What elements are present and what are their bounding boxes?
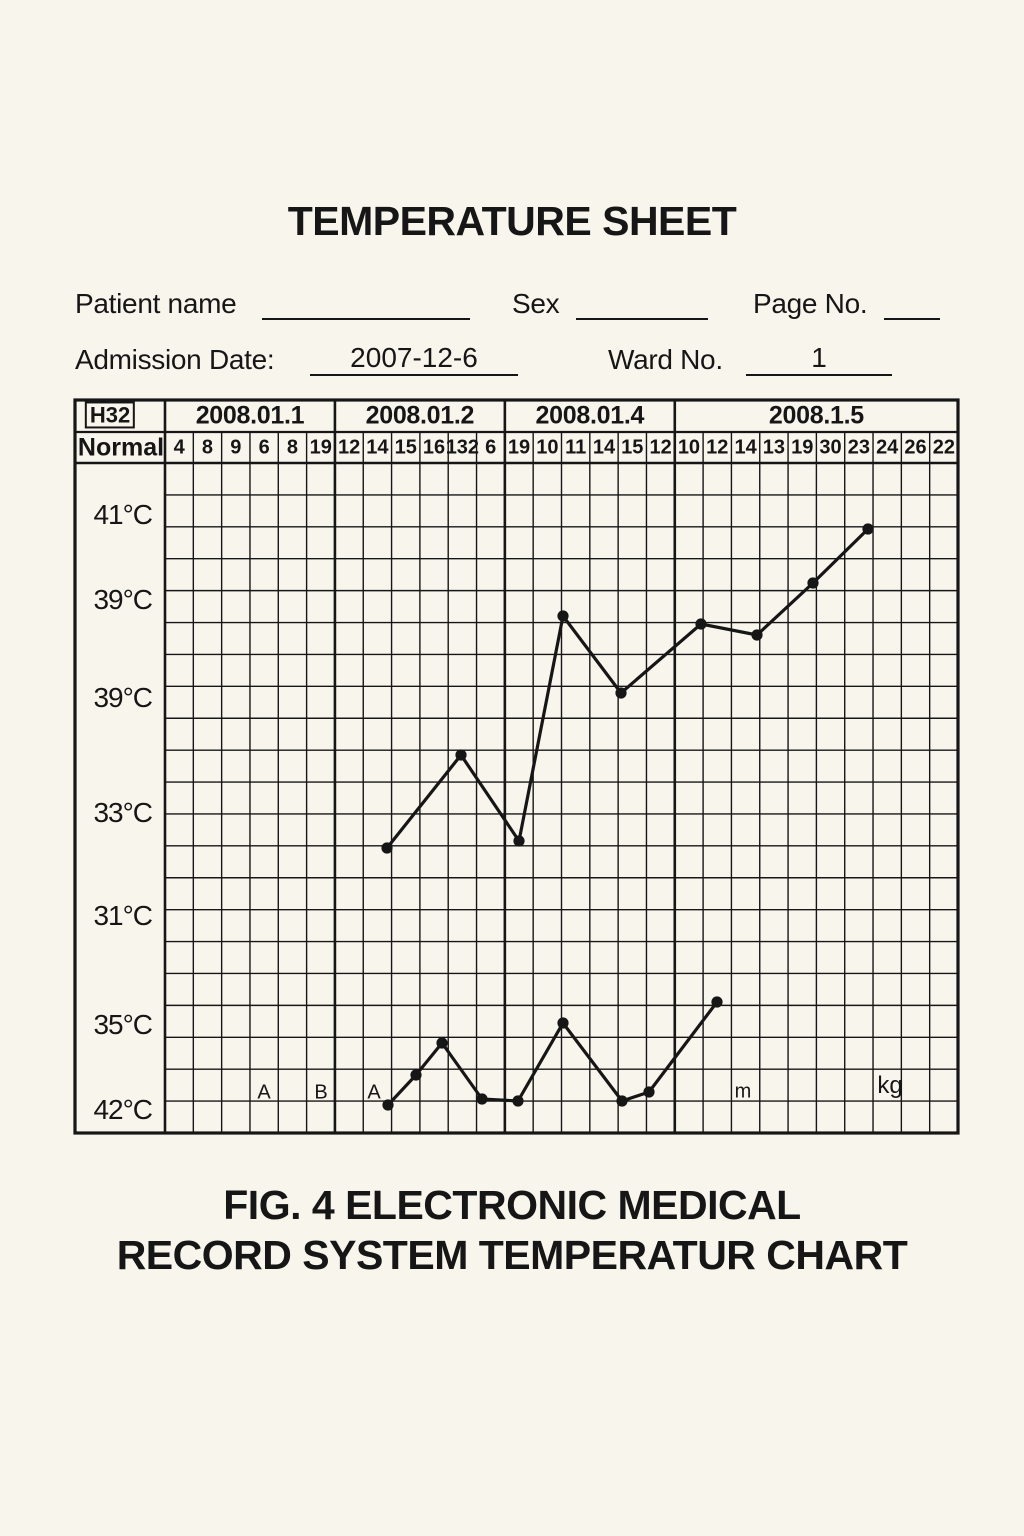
hour-value-26: 26: [904, 436, 927, 459]
y-axis-tick-4: 31°C: [93, 900, 152, 931]
hour-value-10: 132: [445, 436, 480, 459]
annotation-a-2: A: [367, 1081, 381, 1104]
hour-value-12: 19: [507, 436, 531, 459]
annotation-b-1: B: [314, 1081, 328, 1104]
hour-value-17: 12: [649, 436, 672, 459]
ward-no-label: Ward No.: [608, 344, 723, 375]
hour-value-22: 19: [791, 436, 814, 459]
hour-value-25: 24: [876, 436, 899, 459]
page-title: TEMPERATURE SHEET: [287, 198, 737, 244]
hour-value-1: 8: [201, 436, 214, 459]
hour-value-14: 11: [565, 436, 587, 459]
hour-value-23: 30: [819, 436, 842, 459]
annotation-kg-4: kg: [877, 1072, 903, 1099]
hour-value-0: 4: [173, 436, 185, 459]
hour-value-3: 6: [258, 436, 270, 459]
annotation-a-0: A: [257, 1081, 271, 1104]
hour-value-21: 13: [762, 436, 786, 459]
y-axis-tick-5: 35°C: [93, 1009, 152, 1040]
sex-label: Sex: [512, 288, 560, 319]
y-axis-tick-1: 39°C: [93, 584, 152, 615]
hour-value-19: 12: [706, 436, 729, 459]
y-axis-tick-6: 42°C: [93, 1094, 152, 1125]
figure-caption-line1: FIG. 4 ELECTRONIC MEDICAL: [223, 1182, 801, 1228]
page-no-label: Page No.: [753, 288, 868, 319]
hour-value-13: 10: [536, 436, 559, 459]
hour-value-2: 9: [230, 436, 242, 459]
patient-name-label: Patient name: [75, 288, 237, 319]
hour-value-9: 16: [422, 436, 446, 459]
hour-value-6: 12: [337, 436, 361, 459]
figure-caption-line2: RECORD SYSTEM TEMPERATUR CHART: [116, 1232, 908, 1278]
hour-value-18: 10: [677, 436, 701, 459]
hour-value-24: 23: [847, 436, 870, 459]
hour-value-27: 22: [932, 436, 955, 459]
hour-value-8: 15: [394, 436, 417, 459]
admission-date-label: Admission Date:: [75, 344, 275, 375]
y-axis-tick-2: 39°C: [93, 682, 152, 713]
hour-value-16: 15: [621, 436, 644, 459]
admission-date-value: 2007-12-6: [350, 342, 478, 373]
date-group-label-0: 2008.01.1: [195, 401, 305, 430]
hour-value-11: 6: [485, 436, 497, 459]
date-group-label-3: 2008.1.5: [768, 401, 864, 430]
hour-value-20: 14: [734, 436, 757, 459]
hour-value-15: 14: [592, 436, 616, 459]
corner-label-h32: H32: [85, 401, 135, 428]
hour-value-7: 14: [366, 436, 389, 459]
annotation-m-3: m: [734, 1080, 752, 1103]
normal-row-label: Normal: [77, 433, 165, 462]
hour-value-5: 19: [309, 436, 332, 459]
y-axis-tick-3: 33°C: [93, 797, 152, 828]
y-axis-tick-0: 41°C: [93, 499, 152, 530]
ward-no-value: 1: [811, 342, 827, 373]
date-group-label-1: 2008.01.2: [365, 401, 475, 430]
hour-value-4: 8: [286, 436, 298, 459]
date-group-label-2: 2008.01.4: [535, 401, 645, 430]
